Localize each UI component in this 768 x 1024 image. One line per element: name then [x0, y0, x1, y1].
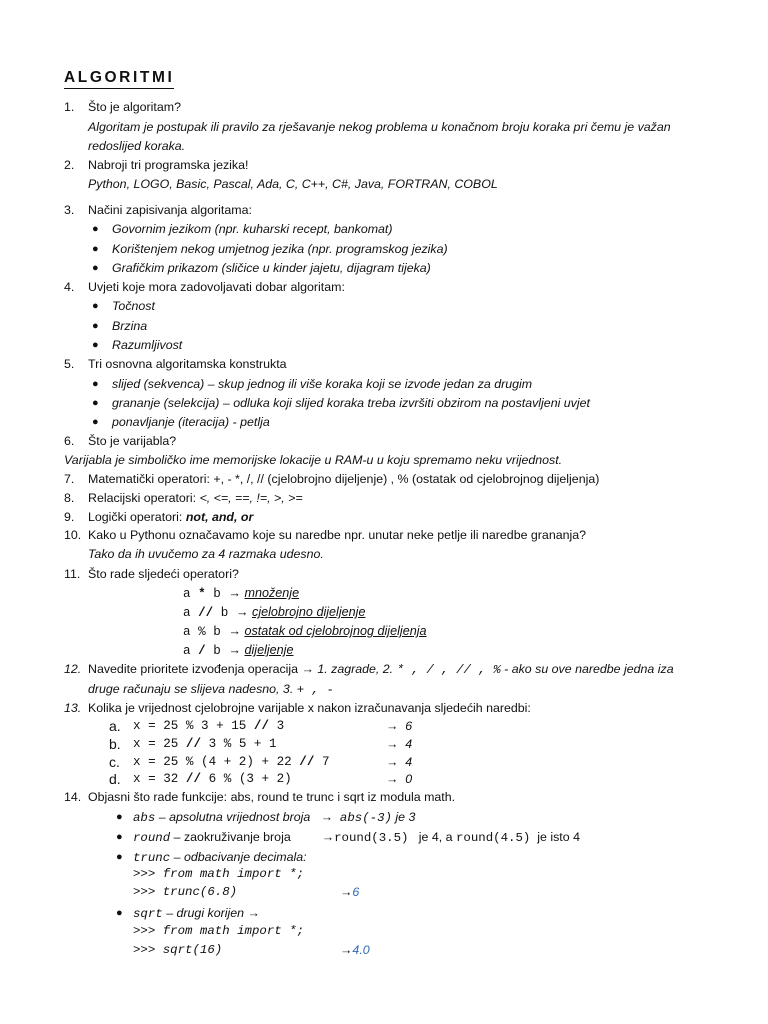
- arrow-icon: →: [320, 810, 334, 824]
- operand: b: [205, 625, 229, 639]
- q6-answer: Varijabla je simboličko ime memorijske lokacije u RAM-u u koju spremamo neku vrijednost.: [64, 453, 563, 467]
- q14-question: Objasni što rade funkcije: abs, round te trunc i sqrt iz modula math.: [88, 790, 456, 804]
- bullet-icon: ●: [116, 811, 123, 823]
- function-desc: – drugi korijen: [162, 906, 248, 920]
- bullet-icon: ●: [92, 378, 99, 390]
- q13-expression: [133, 754, 330, 770]
- q3-question: Načini zapisivanja algoritama:: [88, 203, 252, 217]
- function-name: trunc: [133, 851, 171, 865]
- operand: a: [183, 625, 199, 639]
- q11-operator-row: [183, 585, 299, 602]
- code-line: >>> sqrt(16): [133, 943, 223, 957]
- q2-answer: Python, LOGO, Basic, Pascal, Ada, C, C++, C#, Java, FORTRAN, COBOL: [88, 177, 498, 191]
- q12-operators: + , -: [296, 683, 334, 697]
- q13-expression: [133, 736, 277, 752]
- q12-line1: [88, 661, 674, 678]
- q14-sqrt-result: [340, 942, 370, 958]
- q9-question: Logički operatori:: [88, 510, 186, 524]
- operator: %: [198, 625, 206, 639]
- arrow-icon: →: [301, 662, 314, 676]
- q13-question: Kolika je vrijednost cjelobrojne varijable x nakon izračunavanja sljedećih naredbi:: [88, 701, 531, 715]
- operator: /: [198, 644, 206, 658]
- q4-number: 4.: [64, 280, 75, 294]
- arrow-icon: →: [386, 737, 399, 751]
- q14-sqrt: [133, 905, 260, 922]
- q13-expression: [133, 771, 292, 787]
- function-desc: – zaokruživanje broja: [170, 830, 295, 844]
- operator: //: [253, 719, 270, 733]
- q14-trunc-result: [340, 884, 359, 900]
- operator: *: [198, 587, 206, 601]
- code-line: >>> from math import *;: [133, 867, 305, 881]
- function-example: round(3.5): [334, 831, 409, 845]
- arrow-icon: →: [228, 586, 241, 600]
- arrow-icon: →: [235, 605, 249, 619]
- q3-number: 3.: [64, 203, 75, 217]
- q13-expression: [133, 718, 284, 734]
- q12-priority-text: 1. zagrade, 2.: [313, 662, 397, 676]
- function-result: je isto 4: [533, 830, 580, 844]
- q5-question: Tri osnovna algoritamska konstrukta: [88, 357, 287, 371]
- q13-letter: d.: [109, 771, 121, 787]
- q13-result: [386, 754, 412, 770]
- q9-line: [88, 509, 253, 525]
- code-line: >>> trunc(6.8): [133, 885, 238, 899]
- title-underline: [64, 88, 174, 89]
- q13-result: [386, 736, 412, 752]
- function-name: round: [133, 831, 171, 845]
- q11-question: Što rade sljedeći operatori?: [88, 567, 239, 581]
- q14-abs: [133, 809, 415, 826]
- function-desc: – odbacivanje decimala:: [170, 850, 307, 864]
- q14-trunc: [133, 849, 307, 866]
- operand: b: [213, 606, 236, 620]
- operand: b: [205, 587, 229, 601]
- bullet-icon: ●: [116, 851, 123, 863]
- result-value: 4: [405, 737, 413, 751]
- bullet-icon: ●: [116, 907, 123, 919]
- operator: //: [198, 606, 214, 620]
- function-desc: je 4, a: [415, 830, 456, 844]
- arrow-icon: →: [228, 624, 241, 638]
- q4-question: Uvjeti koje mora zadovoljavati dobar algoritam:: [88, 280, 345, 294]
- q12-line2: [88, 681, 334, 698]
- q6-number: 6.: [64, 434, 75, 448]
- expr-part: 3 % 5 + 1: [201, 737, 277, 751]
- q10-number: 10.: [64, 528, 82, 542]
- q8-number: 8.: [64, 491, 75, 505]
- q10-answer: Tako da ih uvučemo za 4 razmaka udesno.: [88, 547, 324, 561]
- q13-result: [386, 718, 412, 734]
- arrow-icon: →: [247, 906, 260, 920]
- q7-question: Matematički operatori: +, - *, /, // (cjelobrojno dijeljenje) , % (ostatak od cjelobrojnog dijeljenja): [88, 472, 600, 486]
- q8-line: [88, 490, 303, 506]
- arrow-icon: →: [386, 755, 399, 769]
- arrow-icon: →: [386, 719, 399, 733]
- q13-letter: b.: [109, 736, 121, 752]
- function-name: abs: [133, 811, 156, 825]
- q2-question: Nabroji tri programska jezika!: [88, 158, 249, 172]
- q13-letter: a.: [109, 718, 121, 734]
- expr-part: 7: [314, 755, 330, 769]
- bullet-icon: ●: [92, 223, 99, 235]
- bullet-icon: ●: [92, 320, 99, 332]
- expr-part: 6 % (3 + 2): [201, 772, 292, 786]
- q1-question: Što je algoritam?: [88, 100, 181, 114]
- arrow-icon: →: [386, 772, 399, 786]
- q13-letter: c.: [109, 754, 120, 770]
- result-value: 6: [405, 719, 413, 733]
- result-value: 0: [405, 772, 413, 786]
- q11-operator-row: [183, 604, 365, 621]
- q10-question: Kako u Pythonu označavamo koje su naredbe npr. unutar neke petlje ili naredbe grananja?: [88, 528, 587, 542]
- page-title: ALGORITMI: [64, 69, 175, 86]
- q11-operator-row: [183, 642, 293, 659]
- bullet-icon: ●: [92, 262, 99, 274]
- arrow-icon: →: [321, 830, 335, 844]
- operator-meaning: množenje: [244, 586, 300, 600]
- q11-operator-row: [183, 623, 427, 640]
- q3-item: Govornim jezikom (npr. kuharski recept, bankomat): [112, 222, 393, 236]
- q3-item: Grafičkim prikazom (sličice u kinder jajetu, dijagram tijeka): [112, 261, 431, 275]
- q3-item: Korištenjem nekog umjetnog jezika (npr. programskog jezika): [112, 242, 448, 256]
- function-desc: – apsolutna vrijednost broja: [155, 810, 314, 824]
- function-example: abs(-3): [339, 811, 392, 825]
- q12-priority-text: - ako su ove naredbe jedna iza: [500, 662, 674, 676]
- bullet-icon: ●: [116, 831, 123, 843]
- operator: //: [299, 755, 315, 769]
- q12-priority-text: druge računaju se slijeva nadesno, 3.: [88, 682, 297, 696]
- expr-part: x = 25 % 3 + 15: [133, 719, 254, 733]
- operand: a: [183, 644, 199, 658]
- q1-answer-line1: Algoritam je postupak ili pravilo za rješavanje nekog problema u konačnom broju koraka pri čemu je važan: [88, 120, 671, 134]
- q6-question: Što je varijabla?: [88, 434, 177, 448]
- q14-round: [133, 829, 580, 846]
- q13-number: 13.: [64, 701, 82, 715]
- bullet-icon: ●: [92, 416, 99, 428]
- q5-item: ponavljanje (iteracija) - petlja: [112, 415, 270, 429]
- q5-number: 5.: [64, 357, 75, 371]
- bullet-icon: ●: [92, 339, 99, 351]
- operator-meaning: dijeljenje: [244, 643, 294, 657]
- operand: a: [183, 587, 199, 601]
- function-result: je 3: [391, 810, 416, 824]
- q8-answer: <, <=, ==, !=, >, >=: [199, 491, 303, 505]
- q12-question: Navedite prioritete izvođenja operacija: [88, 662, 302, 676]
- q13-result: [386, 771, 412, 787]
- bullet-icon: ●: [92, 243, 99, 255]
- q1-number: 1.: [64, 100, 75, 114]
- q14-number: 14.: [64, 790, 82, 804]
- q11-number: 11.: [64, 567, 81, 581]
- q4-item: Brzina: [112, 319, 148, 333]
- bullet-icon: ●: [92, 300, 99, 312]
- bullet-icon: ●: [92, 397, 99, 409]
- expr-part: x = 25: [133, 737, 186, 751]
- function-name: sqrt: [133, 907, 163, 921]
- arrow-icon: →: [340, 943, 353, 957]
- expr-part: 3: [269, 719, 285, 733]
- q8-question: Relacijski operatori:: [88, 491, 200, 505]
- expr-part: x = 25 % (4 + 2) + 22: [133, 755, 300, 769]
- operator: //: [185, 772, 202, 786]
- arrow-icon: →: [228, 643, 241, 657]
- operand: a: [183, 606, 199, 620]
- q5-item: grananje (selekcija) – odluka koji slijed koraka treba izvršiti obzirom na postavljeni uvjet: [112, 396, 590, 410]
- operator-meaning: cjelobrojno dijeljenje: [252, 605, 366, 619]
- result-value: 4: [405, 755, 413, 769]
- q1-answer-line2: redoslijed koraka.: [88, 139, 186, 153]
- q4-item: Razumljivost: [112, 338, 183, 352]
- operand: b: [205, 644, 229, 658]
- q9-number: 9.: [64, 510, 75, 524]
- q5-item: slijed (sekvenca) – skup jednog ili više koraka koji se izvode jedan za drugim: [112, 377, 533, 391]
- q12-number: 12.: [64, 662, 82, 676]
- function-example: round(4.5): [456, 831, 531, 845]
- operator: //: [185, 737, 202, 751]
- code-line: >>> from math import *;: [133, 924, 305, 938]
- arrow-icon: →: [340, 885, 353, 899]
- operator-meaning: ostatak od cjelobrojnog dijeljenja: [244, 624, 427, 638]
- q12-operators: * , / , // , %: [396, 663, 501, 677]
- q9-answer: not, and, or: [185, 510, 254, 524]
- expr-part: x = 32: [133, 772, 186, 786]
- result-value: 6: [352, 885, 360, 899]
- q2-number: 2.: [64, 158, 75, 172]
- q7-number: 7.: [64, 472, 75, 486]
- result-value: 4.0: [352, 943, 370, 957]
- q4-item: Točnost: [112, 299, 155, 313]
